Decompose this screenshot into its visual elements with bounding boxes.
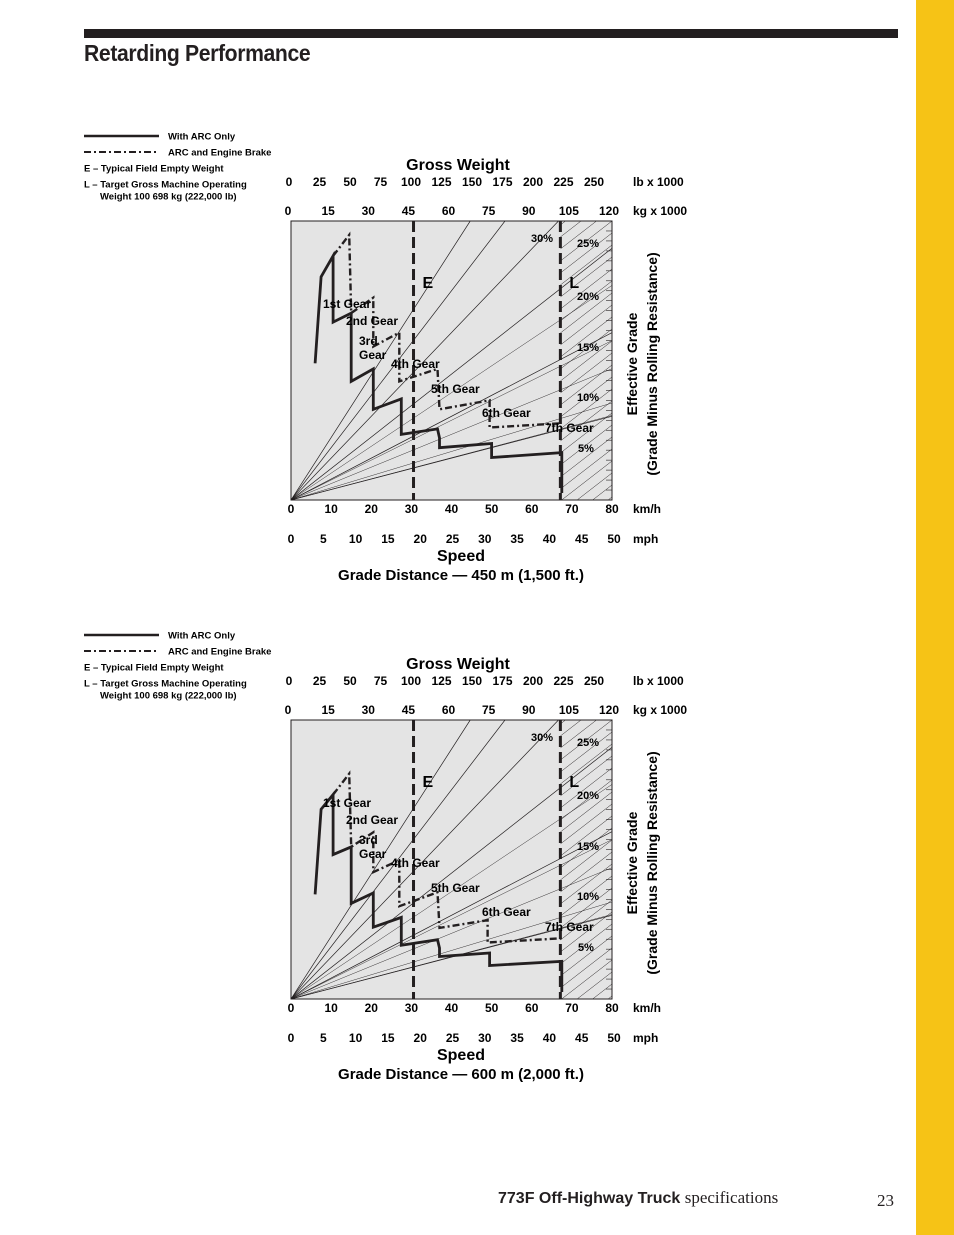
c1-chart-title: Grade Distance — 600 m (2,000 ft.) [338, 1066, 584, 1083]
c0-y-axis-title: Effective Grade [624, 312, 640, 416]
c1-lb-tick-label: 225 [553, 674, 574, 688]
c1-kg-tick-label: 120 [598, 703, 620, 717]
c0-lb-tick-label: 175 [492, 175, 513, 189]
c0-legend-item: With ARC Only [168, 131, 236, 143]
c0-mph-tick-label: 0 [287, 532, 295, 546]
c0-kg-unit: kg x 1000 [633, 204, 688, 218]
c1-grade-label: 15% [577, 841, 600, 853]
c0-kmh-tick-label: 20 [364, 502, 378, 516]
c1-legend-item: E – Typical Field Empty Weight [84, 662, 224, 674]
c0-kmh-tick-label: 30 [404, 502, 419, 516]
c1-kg-tick-label: 105 [558, 703, 579, 717]
c0-hatch-line [560, 605, 612, 620]
c1-kg-tick-label: 60 [441, 703, 456, 717]
c0-kg-tick-label: 105 [558, 204, 579, 218]
c0-kmh-tick-label: 10 [324, 502, 338, 516]
c0-legend-item: E – Typical Field Empty Weight [84, 163, 224, 175]
c0-mph-tick-label: 25 [445, 532, 460, 546]
c0-lb-tick-label: 100 [400, 175, 422, 189]
c0-mph-tick-label: 50 [607, 532, 621, 546]
c1-gear-label: 7th Gear [545, 920, 594, 934]
c1-y-axis-title: Effective Grade [624, 811, 640, 915]
c1-gear-label-cont: Gear [359, 847, 387, 861]
c0-grade-label: 10% [577, 392, 600, 404]
c0-legend-item: ARC and Engine Brake [168, 147, 272, 159]
c0-kg-tick-label: 60 [441, 204, 456, 218]
chart-svg-600m [0, 619, 954, 1119]
c1-lb-unit: lb x 1000 [633, 674, 684, 688]
c0-gear-label: 2nd Gear [346, 314, 399, 328]
c1-mph-tick-label: 50 [607, 1031, 621, 1045]
c0-grade-label: 15% [577, 342, 600, 354]
c0-mph-tick-label: 45 [575, 532, 589, 546]
c1-grade-label: 30% [531, 732, 554, 744]
c0-kg-tick-label: 30 [361, 204, 375, 218]
c1-x-axis-title: Speed [436, 1047, 486, 1064]
c1-mph-tick-label: 25 [445, 1031, 460, 1045]
c1-kmh-tick-label: 50 [484, 1001, 499, 1015]
c1-kmh-tick-label: 40 [444, 1001, 459, 1015]
c0-mph-tick-label: 35 [510, 532, 524, 546]
c0-top-axis-title: Gross Weight [406, 157, 510, 174]
c1-mph-tick-label: 30 [478, 1031, 492, 1045]
c0-gear-label: 1st Gear [323, 297, 372, 311]
c1-mph-tick-label: 35 [510, 1031, 524, 1045]
c1-lb-tick-label: 100 [400, 674, 422, 688]
c0-kg-tick-label: 0 [284, 204, 292, 218]
c0-weight-label-L: L [569, 275, 580, 292]
c1-hatch-line [560, 1080, 612, 1119]
c1-gear-label: 3rd [359, 833, 378, 847]
c1-lb-tick-label: 175 [492, 674, 513, 688]
c1-kmh-tick-label: 0 [287, 1001, 295, 1015]
c0-weight-label-E: E [422, 275, 434, 292]
c0-kg-tick-label: 120 [598, 204, 620, 218]
c1-mph-tick-label: 20 [413, 1031, 427, 1045]
c1-mph-tick-label: 0 [287, 1031, 295, 1045]
c1-hatch-line [560, 1104, 612, 1119]
c1-weight-label-E: E [422, 774, 434, 791]
c1-kg-tick-label: 90 [522, 703, 536, 717]
c0-lb-tick-label: 50 [343, 175, 357, 189]
c0-mph-tick-label: 15 [381, 532, 395, 546]
c0-kmh-tick-label: 80 [605, 502, 619, 516]
c0-lb-tick-label: 200 [522, 175, 544, 189]
c0-lb-tick-label: 25 [312, 175, 327, 189]
c1-lb-tick-label: 250 [583, 674, 605, 688]
c1-lb-tick-label: 25 [312, 674, 327, 688]
c0-grade-label: 5% [578, 443, 594, 455]
c1-y-axis-title-cont: (Grade Minus Rolling Resistance) [644, 751, 660, 975]
c1-hatch-line [560, 1092, 612, 1119]
c0-mph-tick-label: 20 [413, 532, 427, 546]
c1-kg-tick-label: 30 [361, 703, 375, 717]
c1-mph-tick-label: 15 [381, 1031, 395, 1045]
c1-lb-tick-label: 125 [431, 674, 452, 688]
c1-kmh-tick-label: 80 [605, 1001, 619, 1015]
c1-lb-tick-label: 0 [285, 674, 293, 688]
c0-lb-tick-label: 250 [583, 175, 605, 189]
header-rule [84, 29, 898, 38]
c0-kmh-unit: km/h [633, 502, 662, 516]
c0-kmh-tick-label: 0 [287, 502, 295, 516]
c1-legend-item: L – Target Gross Machine Operating [84, 678, 247, 690]
c0-grade-label: 25% [577, 238, 600, 250]
c1-gear-label: 6th Gear [482, 905, 531, 919]
c0-gear-label: 3rd [359, 334, 378, 348]
c1-weight-label-L: L [569, 774, 580, 791]
c0-grade-label: 30% [531, 233, 554, 245]
c0-lb-tick-label: 75 [373, 175, 388, 189]
c1-mph-tick-label: 5 [319, 1031, 327, 1045]
c1-kmh-unit: km/h [633, 1001, 662, 1015]
c1-grade-label: 25% [577, 737, 600, 749]
c0-legend-item: L – Target Gross Machine Operating [84, 179, 247, 191]
c1-kg-tick-label: 45 [401, 703, 416, 717]
c1-gear-label: 5th Gear [431, 881, 480, 895]
c0-lb-tick-label: 225 [553, 175, 574, 189]
c1-gear-label: 2nd Gear [346, 813, 399, 827]
page-title: Retarding Performance [84, 40, 311, 66]
c1-kmh-tick-label: 70 [565, 1001, 579, 1015]
c1-kmh-tick-label: 60 [525, 1001, 539, 1015]
c1-kmh-tick-label: 30 [404, 1001, 419, 1015]
retarding-chart-600m [0, 619, 954, 1119]
c1-mph-tick-label: 10 [348, 1031, 363, 1045]
c0-gear-label: 4th Gear [391, 357, 440, 371]
c0-mph-tick-label: 30 [478, 532, 492, 546]
footer-caption [498, 1188, 778, 1208]
c1-mph-tick-label: 45 [575, 1031, 589, 1045]
c0-lb-tick-label: 125 [431, 175, 452, 189]
c0-mph-tick-label: 5 [319, 532, 327, 546]
c1-grade-label: 10% [577, 891, 600, 903]
page-number: 23 [877, 1191, 894, 1210]
c1-lb-tick-label: 200 [522, 674, 544, 688]
retarding-chart-450m [0, 120, 954, 620]
c1-kg-tick-label: 0 [284, 703, 292, 717]
c0-legend-item-cont: Weight 100 698 kg (222,000 lb) [100, 191, 237, 203]
c1-gear-label: 4th Gear [391, 856, 440, 870]
c1-top-axis-title: Gross Weight [406, 656, 510, 673]
c0-lb-tick-label: 150 [461, 175, 483, 189]
c1-grade-label: 5% [578, 942, 594, 954]
c0-mph-unit: mph [633, 532, 659, 546]
c0-y-axis-title-cont: (Grade Minus Rolling Resistance) [644, 252, 660, 476]
c0-mph-tick-label: 10 [348, 532, 363, 546]
c1-kg-tick-label: 75 [481, 703, 496, 717]
footer-specifications: specifications [684, 1188, 779, 1207]
chart-svg-450m [0, 120, 954, 620]
c1-grade-label: 20% [577, 790, 600, 802]
c1-legend-item: With ARC Only [168, 630, 236, 642]
c0-kg-tick-label: 75 [481, 204, 496, 218]
c0-gear-label: 5th Gear [431, 382, 480, 396]
c0-kmh-tick-label: 60 [525, 502, 539, 516]
c0-gear-label: 6th Gear [482, 406, 531, 420]
c0-gear-label-cont: Gear [359, 348, 387, 362]
c1-mph-tick-label: 40 [542, 1031, 557, 1045]
c0-hatch-line [560, 581, 612, 620]
c0-x-axis-title: Speed [436, 548, 486, 565]
c1-kg-unit: kg x 1000 [633, 703, 688, 717]
c1-kmh-tick-label: 20 [364, 1001, 378, 1015]
footer-product-name: 773F Off-Highway Truck [498, 1190, 681, 1207]
c1-lb-tick-label: 150 [461, 674, 483, 688]
c0-hatch-line [560, 593, 612, 620]
c0-kg-tick-label: 90 [522, 204, 536, 218]
c1-gear-label: 1st Gear [323, 796, 372, 810]
c0-grade-label: 20% [577, 291, 600, 303]
c0-kg-tick-label: 15 [321, 204, 335, 218]
c1-lb-tick-label: 50 [343, 674, 357, 688]
c1-lb-tick-label: 75 [373, 674, 388, 688]
c1-legend-item: ARC and Engine Brake [168, 646, 272, 658]
c0-kmh-tick-label: 70 [565, 502, 579, 516]
c0-kmh-tick-label: 50 [484, 502, 499, 516]
c0-lb-unit: lb x 1000 [633, 175, 684, 189]
c1-mph-unit: mph [633, 1031, 659, 1045]
c1-hatch-line [560, 1116, 612, 1119]
c1-legend-item-cont: Weight 100 698 kg (222,000 lb) [100, 690, 237, 702]
c0-lb-tick-label: 0 [285, 175, 293, 189]
c0-mph-tick-label: 40 [542, 532, 557, 546]
c1-kg-tick-label: 15 [321, 703, 335, 717]
c0-kg-tick-label: 45 [401, 204, 416, 218]
c0-chart-title: Grade Distance — 450 m (1,500 ft.) [338, 567, 584, 584]
c0-gear-label: 7th Gear [545, 421, 594, 435]
c1-kmh-tick-label: 10 [324, 1001, 338, 1015]
c0-kmh-tick-label: 40 [444, 502, 459, 516]
